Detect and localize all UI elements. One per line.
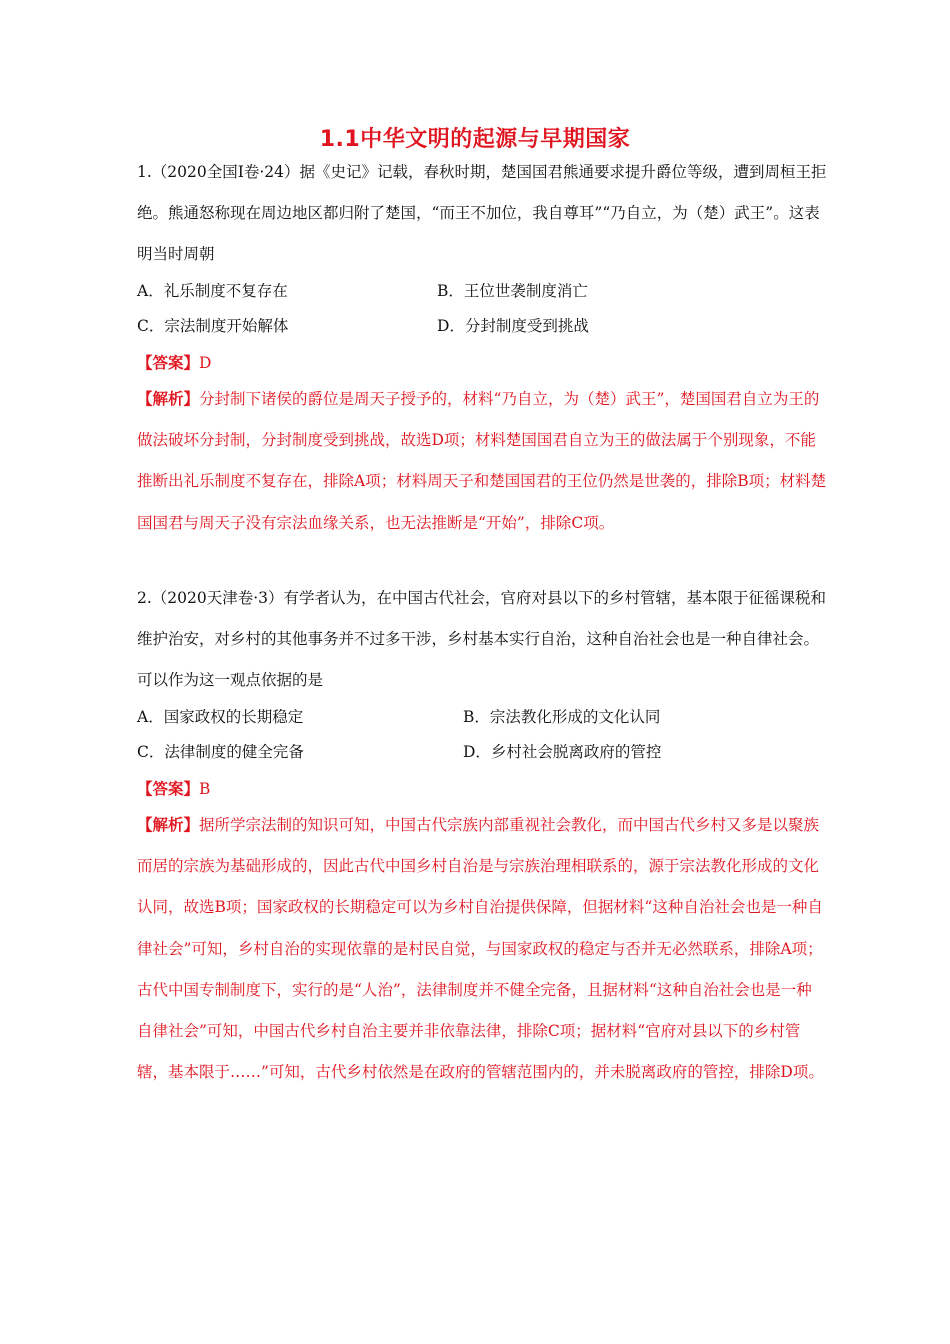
answer-tag: 【答案】 <box>137 779 200 798</box>
question-2-answer <box>137 771 827 807</box>
question-1 <box>137 152 827 275</box>
question-2-stem: 2.（2020天津卷·3）有学者认为，在中国古代社会，官府对县以下的乡村管辖，基本限于征徭课税和维护治安，对乡村的其他事务并不过多干涉，乡村基本实行自治，这种自治社会也是一种自律社会。可以作为这一观点依据的是 <box>137 589 827 689</box>
question-1-options <box>137 274 827 344</box>
question-1-option-b: B．王位世袭制度消亡 <box>437 282 588 300</box>
question-1-option-d: D．分封制度受到挑战 <box>437 317 589 335</box>
question-2-explanation <box>137 804 827 1093</box>
question-1-stem: 1.（2020全国Ⅰ卷·24）据《史记》记载，春秋时期，楚国国君熊通要求提升爵位等级，遭到周桓王拒绝。熊通怒称现在周边地区都归附了楚国，“而王不加位，我自尊耳”“乃自立，为（楚）武王”。这表明当时周朝 <box>137 163 827 263</box>
answer-tag: 【答案】 <box>137 353 200 372</box>
question-2-option-d: D．乡村社会脱离政府的管控 <box>463 743 662 761</box>
question-1-answer <box>137 345 827 381</box>
explanation-tag: 【解析】 <box>137 815 200 834</box>
answer-value: B <box>199 780 211 798</box>
question-1-explanation <box>137 378 827 544</box>
question-2-options <box>137 700 827 770</box>
question-2 <box>137 578 827 701</box>
question-1-option-a: A．礼乐制度不复存在 <box>137 282 288 300</box>
explanation-tag: 【解析】 <box>137 389 200 408</box>
question-2-option-b: B．宗法教化形成的文化认同 <box>463 708 661 726</box>
question-1-option-c: C．宗法制度开始解体 <box>137 317 289 335</box>
page-title: 1.1中华文明的起源与早期国家 <box>319 127 631 152</box>
question-2-option-c: C．法律制度的健全完备 <box>137 743 304 761</box>
question-2-option-a: A．国家政权的长期稳定 <box>137 708 304 726</box>
answer-value: D <box>199 354 212 372</box>
explanation-text: 据所学宗法制的知识可知，中国古代宗族内部重视社会教化，而中国古代乡村又多是以聚族而居的宗族为基础形成的，因此古代中国乡村自治是与宗族治理相联系的，源于宗法教化形成的文化认同，故选B项；国家政权的长期稳定可以为乡村自治提供保障，但据材料“这种自治社会也是一种自律社会”可知，乡村自治的实现依靠的是村民自觉，与国家政权的稳定与否并无必然联系，排除A项；古代中国专制制度下，实行的是“人治”，法律制度并不健全完备，且据材料“这种自治社会也是一种自律社会”可知，中国古代乡村自治主要并非依靠法律，排除C项；据材料“官府对县以下的乡村管辖，基本限于……”可知，古代乡村依然是在政府的管辖范围内的，并未脱离政府的管控，排除D项。 <box>137 816 824 1082</box>
explanation-text: 分封制下诸侯的爵位是周天子授予的，材料“乃自立，为（楚）武王”，楚国国君自立为王的做法破坏分封制，分封制度受到挑战，故选D项；材料楚国国君自立为王的做法属于个别现象，不能推断出礼乐制度不复存在，排除A项；材料周天子和楚国国君的王位仍然是世袭的，排除B项；材料楚国国君与周天子没有宗法血缘关系，也无法推断是“开始”，排除C项。 <box>137 390 827 532</box>
